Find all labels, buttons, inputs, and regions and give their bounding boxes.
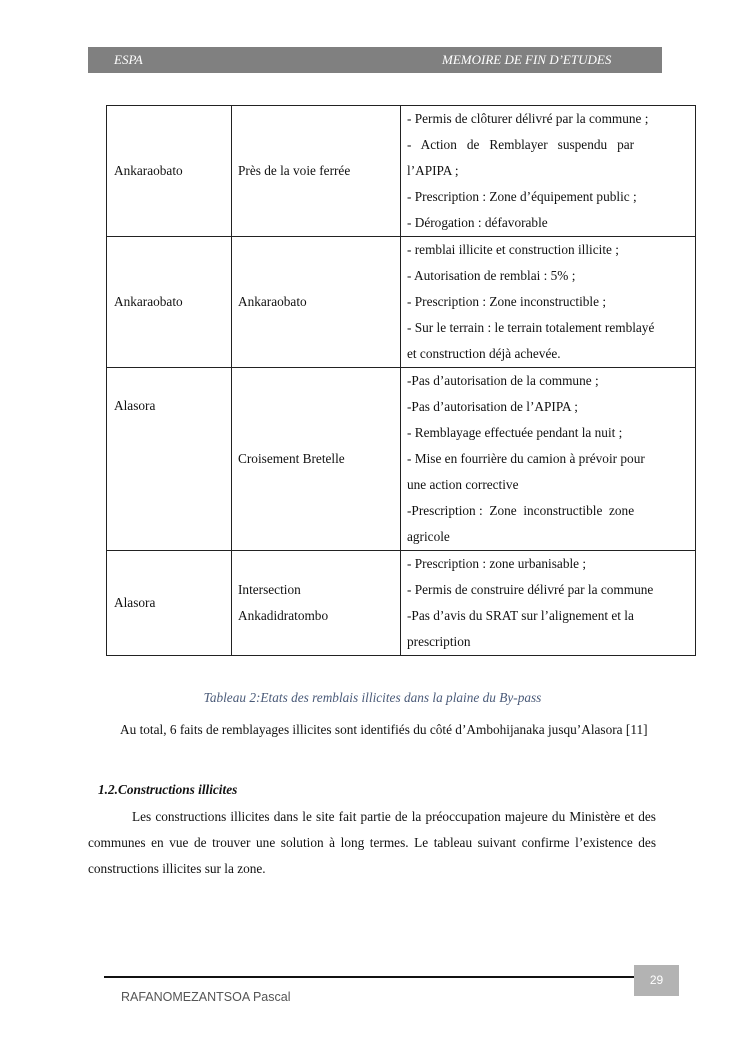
remark-line: - Dérogation : défavorable	[407, 215, 548, 230]
page-header	[88, 47, 662, 73]
remark-line: - Permis de clôturer délivré par la commune ;	[407, 111, 649, 126]
remblais-table	[106, 105, 696, 656]
cell-remarks	[401, 106, 696, 237]
table-row	[107, 551, 696, 656]
cell-locality	[107, 106, 232, 237]
cell-remarks	[401, 237, 696, 368]
remark-line: - Prescription : Zone d’équipement public ;	[407, 189, 637, 204]
remark-line: agricole	[407, 529, 450, 544]
cell-locality	[107, 368, 232, 551]
place-line: Intersection	[238, 582, 301, 597]
remark-line: - Prescription : Zone inconstructible ;	[407, 294, 607, 309]
locality-text: Alasora	[114, 595, 156, 610]
remark-line: et construction déjà achevée.	[407, 346, 561, 361]
locality-text: Ankaraobato	[114, 294, 183, 309]
locality-text: Ankaraobato	[114, 163, 183, 178]
remark-line: - Permis de construire délivré par la commune	[407, 582, 654, 597]
remark-line: - Autorisation de remblai : 5% ;	[407, 268, 576, 283]
paragraph-constructions: Les constructions illicites dans le site fait partie de la préoccupation majeure du Ministère et des communes en vue de trouver une solution à long termes. Le tableau suivant confirme l’existence des constructions illicites sur la zone.	[88, 809, 656, 876]
cell-place	[232, 368, 401, 551]
footer-rule	[104, 976, 636, 978]
remark-line: - Mise en fourrière du camion à prévoir pour	[407, 451, 645, 466]
place-line: Près de la voie ferrée	[238, 163, 351, 178]
remark-line: -Pas d’autorisation de la commune ;	[407, 373, 599, 388]
remark-line: - Action de Remblayer suspendu par	[407, 137, 635, 152]
paragraph-summary: Au total, 6 faits de remblayages illicites sont identifiés du côté d’Ambohijanaka jusqu’Alasora [11]	[120, 722, 648, 737]
cell-place	[232, 106, 401, 237]
remark-line: - Prescription : zone urbanisable ;	[407, 556, 587, 571]
cell-remarks	[401, 368, 696, 551]
cell-place	[232, 551, 401, 656]
page-number: 29	[634, 965, 679, 996]
header-right-text: MEMOIRE DE FIN D’ETUDES	[442, 52, 612, 67]
remark-line: - Sur le terrain : le terrain totalement remblayé	[407, 320, 655, 335]
table-row	[107, 368, 696, 551]
table-caption: Tableau 2:Etats des remblais illicites dans la plaine du By-pass	[203, 690, 542, 705]
remark-line: prescription	[407, 634, 471, 649]
remark-line: -Prescription : Zone inconstructible zone	[407, 503, 635, 518]
locality-text: Alasora	[114, 398, 156, 413]
remark-line: une action corrective	[407, 477, 519, 492]
table-row	[107, 106, 696, 237]
footer-author: RAFANOMEZANTSOA Pascal	[121, 990, 291, 1004]
place-line: Ankaraobato	[238, 294, 307, 309]
cell-locality	[107, 551, 232, 656]
cell-locality	[107, 237, 232, 368]
cell-place	[232, 237, 401, 368]
remark-line: - Remblayage effectuée pendant la nuit ;	[407, 425, 623, 440]
place-line: Ankadidratombo	[238, 608, 329, 623]
place-line: Croisement Bretelle	[238, 451, 345, 466]
cell-remarks	[401, 551, 696, 656]
table-row	[107, 237, 696, 368]
header-left-text: ESPA	[114, 52, 143, 67]
remark-line: - remblai illicite et construction illicite ;	[407, 242, 619, 257]
remark-line: -Pas d’avis du SRAT sur l’alignement et la	[407, 608, 634, 623]
remark-line: l’APIPA ;	[407, 163, 459, 178]
section-title: 1.2.Constructions illicites	[98, 782, 238, 797]
remark-line: -Pas d’autorisation de l’APIPA ;	[407, 399, 578, 414]
